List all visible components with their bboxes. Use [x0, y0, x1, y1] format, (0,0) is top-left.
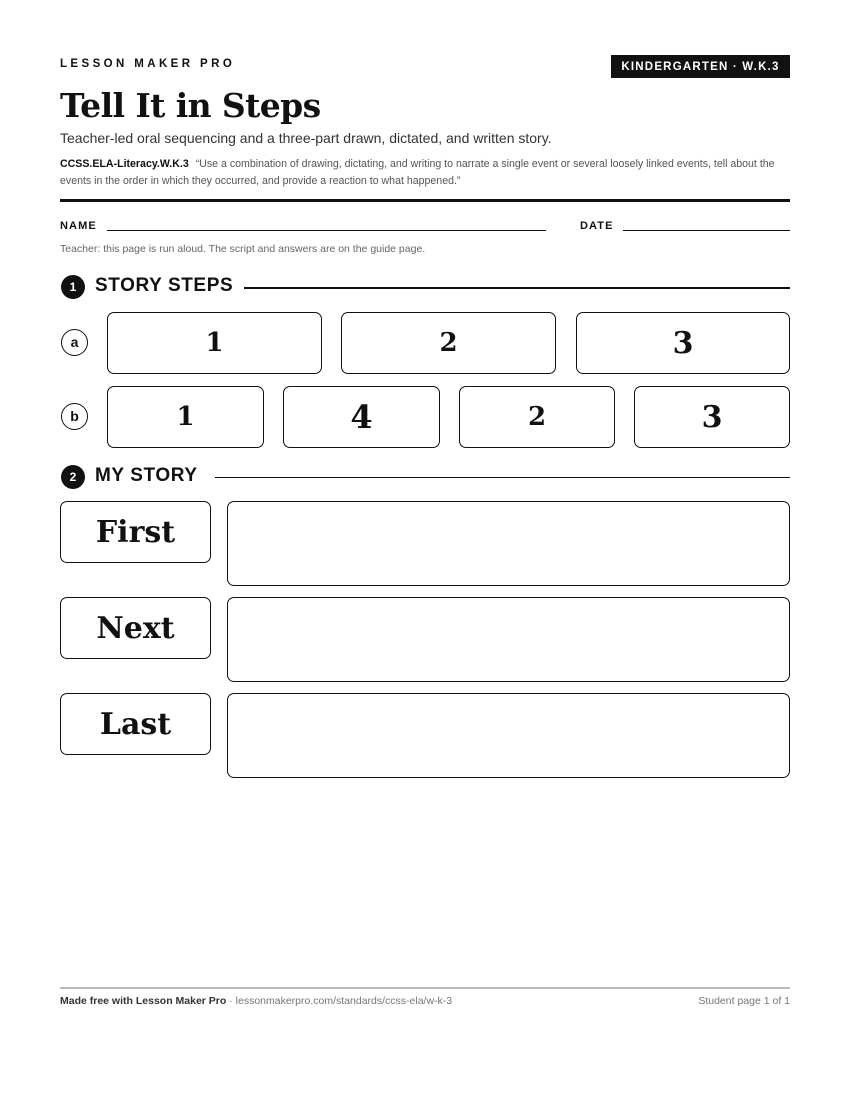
step-card[interactable]: 2: [341, 312, 556, 374]
standard-text: “Use a combination of drawing, dictating, and writing to narrate a single event or several loosely linked events, tell about the events in the order in which they occurred, and provide a reaction to what happened.”: [60, 158, 775, 187]
name-field[interactable]: [107, 230, 546, 231]
story-box-next[interactable]: [227, 597, 790, 682]
footer-page-number: Student page 1 of 1: [698, 995, 790, 1007]
story-box-last[interactable]: [227, 693, 790, 778]
row-label-b: b: [61, 403, 88, 430]
story-label-first: First: [60, 501, 211, 563]
row-label-a: a: [61, 329, 88, 356]
step-card[interactable]: 2: [459, 386, 615, 448]
footer-divider: [60, 987, 790, 989]
brand-name: LESSON MAKER PRO: [60, 58, 236, 70]
section-rule: [215, 477, 790, 478]
step-card[interactable]: 1: [107, 386, 264, 448]
page-title: Tell It in Steps: [60, 86, 321, 125]
footer-credit: [60, 995, 452, 1007]
footer-made-with: Made free with Lesson Maker Pro: [60, 995, 227, 1007]
step-card[interactable]: 3: [576, 312, 790, 374]
header-divider: [60, 199, 790, 202]
section-title-story-steps: STORY STEPS: [95, 275, 234, 296]
standard-code: CCSS.ELA-Literacy.W.K.3: [60, 158, 189, 170]
section-number-badge: 1: [61, 275, 85, 299]
step-card[interactable]: 4: [283, 386, 440, 448]
section-rule: [244, 287, 790, 289]
page-subtitle: Teacher-led oral sequencing and a three-part drawn, dictated, and written story.: [60, 130, 552, 146]
teacher-note: Teacher: this page is run aloud. The script and answers are on the guide page.: [60, 243, 426, 255]
step-card[interactable]: 3: [634, 386, 790, 448]
section-number-badge: 2: [61, 465, 85, 489]
standard-statement: [60, 156, 790, 189]
story-label-next: Next: [60, 597, 211, 659]
date-label: DATE: [580, 220, 614, 232]
grade-badge: KINDERGARTEN · W.K.3: [611, 55, 790, 78]
story-label-last: Last: [60, 693, 211, 755]
name-label: NAME: [60, 220, 97, 232]
section-title-my-story: MY STORY: [95, 465, 198, 486]
footer-url[interactable]: · lessonmakerpro.com/standards/ccss-ela/w-k-3: [226, 995, 453, 1007]
date-field[interactable]: [623, 230, 790, 231]
story-box-first[interactable]: [227, 501, 790, 586]
step-card[interactable]: 1: [107, 312, 322, 374]
